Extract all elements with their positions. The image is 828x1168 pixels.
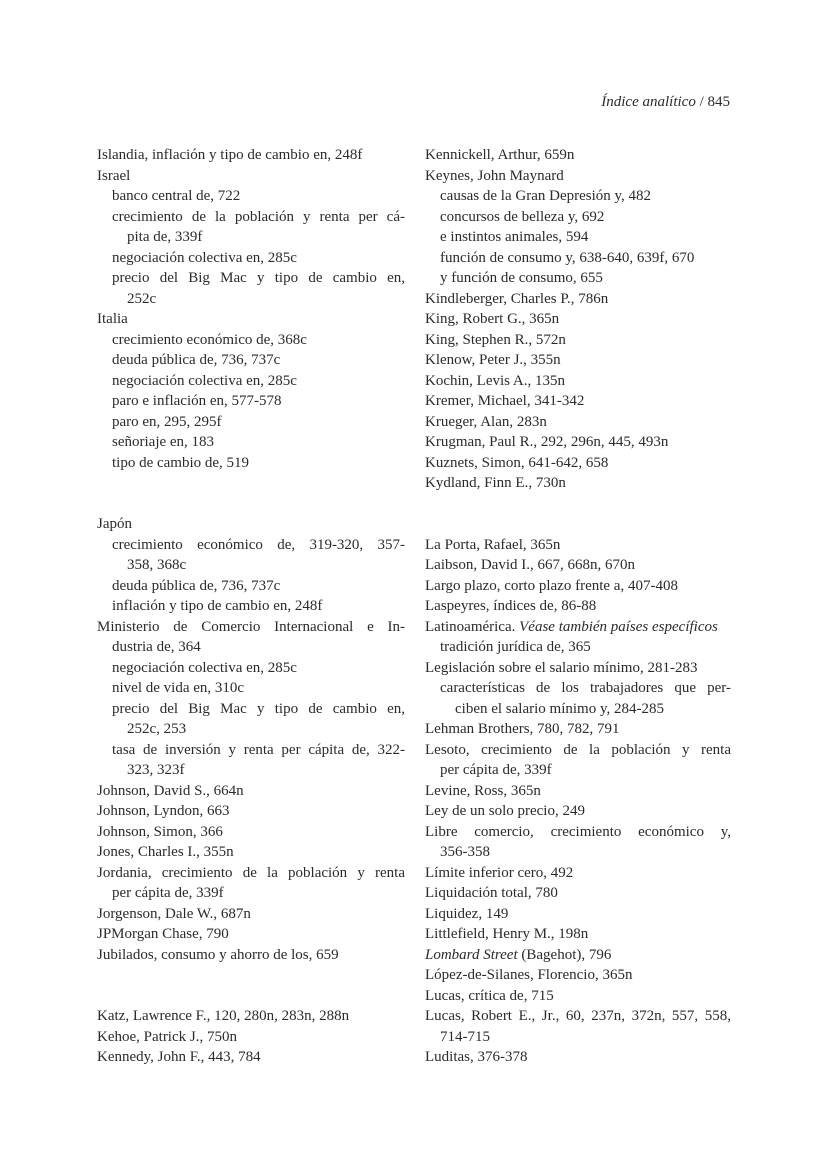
index-entry — [425, 596, 731, 617]
text: Latinoamérica. — [425, 618, 520, 635]
index-entry — [425, 965, 731, 986]
index-entry — [425, 863, 731, 884]
index-line — [425, 617, 731, 638]
index-entry — [97, 166, 405, 187]
index-line: negociación colectiva en, 285c — [112, 372, 297, 389]
running-head-section: Índice analítico — [601, 94, 696, 110]
index-entry — [425, 924, 731, 945]
section-gap — [97, 473, 405, 514]
index-entry — [425, 289, 731, 310]
index-subentry — [97, 699, 405, 740]
index-line: La Porta, Rafael, 365n — [425, 536, 561, 553]
index-entry — [425, 781, 731, 802]
index-line: deuda pública de, 736, 737c — [112, 352, 281, 368]
index-subentry — [97, 596, 405, 617]
index-line: López-de-Silanes, Florencio, 365n — [425, 967, 633, 983]
index-line: Liquidez, 149 — [425, 905, 509, 922]
index-line: Jorgenson, Dale W., 687n — [97, 905, 251, 922]
index-entry — [425, 986, 731, 1007]
index-line: Límite inferior cero, 492 — [425, 864, 574, 881]
index-entry — [97, 617, 405, 658]
index-line: crecimiento de la población y renta per cá- — [112, 208, 405, 225]
index-line: Largo plazo, corto plazo frente a, 407-408 — [425, 577, 678, 594]
index-line: negociación colectiva en, 285c — [112, 659, 297, 676]
index-subentry — [97, 248, 405, 269]
index-line: e instintos animales, 594 — [440, 229, 589, 245]
index-line: Johnson, David S., 664n — [97, 782, 244, 799]
index-entry — [425, 350, 731, 371]
index-line: 358, 368c — [127, 557, 187, 573]
index-line: Levine, Ross, 365n — [425, 782, 541, 799]
index-entry — [97, 842, 405, 863]
index-entry — [425, 555, 731, 576]
index-line: Johnson, Simon, 366 — [97, 823, 223, 840]
index-entry — [425, 330, 731, 351]
page-number: 845 — [707, 94, 730, 110]
index-line: crecimiento económico de, 368c — [112, 331, 307, 348]
index-line: Lucas, Robert E., Jr., 60, 237n, 372n, 557, 558, — [425, 1008, 731, 1024]
index-entry — [97, 1047, 405, 1068]
index-entry — [97, 863, 405, 904]
index-line: Kremer, Michael, 341-342 — [425, 393, 585, 409]
index-entry — [425, 166, 731, 187]
index-entry — [97, 145, 405, 166]
italic-text: Véase también países específicos — [519, 618, 718, 635]
index-line: Krugman, Paul R., 292, 296n, 445, 493n — [425, 434, 669, 450]
index-line: 252c — [127, 290, 157, 307]
index-line: King, Robert G., 365n — [425, 311, 560, 327]
index-line: Islandia, inflación y tipo de cambio en, 248f — [97, 147, 363, 163]
index-line: Luditas, 376-378 — [425, 1049, 528, 1065]
index-entry — [425, 371, 731, 392]
index-line: Liquidación total, 780 — [425, 885, 558, 901]
index-line: Lesoto, crecimiento de la población y renta — [425, 741, 731, 758]
index-line: Keynes, John Maynard — [425, 167, 564, 184]
index-subentry — [97, 186, 405, 207]
index-line: tipo de cambio de, 519 — [112, 454, 250, 471]
index-line: negociación colectiva en, 285c — [112, 249, 297, 266]
index-entry — [425, 145, 731, 166]
index-line: Kennickell, Arthur, 659n — [425, 147, 575, 163]
index-line: JPMorgan Chase, 790 — [97, 926, 229, 942]
index-entry — [425, 801, 731, 822]
index-entry — [425, 617, 731, 638]
index-line: función de consumo y, 638-640, 639f, 670 — [440, 249, 695, 266]
index-subentry — [97, 391, 405, 412]
index-line — [425, 945, 731, 966]
index-line: concursos de belleza y, 692 — [440, 208, 605, 225]
index-line: Johnson, Lyndon, 663 — [97, 803, 230, 819]
index-entry — [425, 391, 731, 412]
index-line: Libre comercio, crecimiento económico y, — [425, 823, 731, 840]
index-line: Ministerio de Comercio Internacional e In- — [97, 618, 405, 635]
index-subentry — [97, 658, 405, 679]
index-entry — [425, 1006, 731, 1047]
index-entry — [425, 822, 731, 863]
index-entry — [97, 945, 405, 966]
index-subentry — [425, 268, 731, 289]
index-entry — [425, 945, 731, 966]
index-entry — [425, 453, 731, 474]
index-line: Italia — [97, 311, 128, 327]
index-line: Kuznets, Simon, 641-642, 658 — [425, 454, 609, 471]
index-line: deuda pública de, 736, 737c — [112, 577, 281, 594]
index-line: per cápita de, 339f — [112, 885, 224, 901]
index-line: Jones, Charles I., 355n — [97, 844, 234, 860]
index-entry — [97, 904, 405, 925]
index-entry — [425, 883, 731, 904]
index-line: pita de, 339f — [127, 229, 203, 245]
index-column-left — [97, 145, 405, 1068]
index-entry — [97, 1006, 405, 1027]
index-entry — [97, 781, 405, 802]
index-line: paro en, 295, 295f — [112, 413, 222, 430]
index-subentry — [97, 207, 405, 248]
index-line: 714-715 — [440, 1028, 490, 1045]
running-head — [601, 94, 730, 111]
index-subentry — [97, 740, 405, 781]
index-line: Kehoe, Patrick J., 750n — [97, 1028, 237, 1045]
index-subentry — [97, 535, 405, 576]
index-line: Legislación sobre el salario mínimo, 281-283 — [425, 659, 698, 676]
italic-text: Lombard Street — [425, 946, 518, 963]
index-line: 252c, 253 — [127, 721, 187, 737]
index-line: Jubilados, consumo y ahorro de los, 659 — [97, 946, 339, 963]
index-entry — [97, 309, 405, 330]
index-subentry — [97, 268, 405, 309]
index-line: inflación y tipo de cambio en, 248f — [112, 598, 323, 614]
index-line: 323, 323f — [127, 762, 185, 778]
index-line: Kydland, Finn E., 730n — [425, 475, 566, 491]
index-entry — [425, 1047, 731, 1068]
index-entry — [425, 740, 731, 781]
index-line: King, Stephen R., 572n — [425, 331, 566, 348]
index-line: Kennedy, John F., 443, 784 — [97, 1049, 261, 1065]
index-entry — [425, 473, 731, 494]
index-subentry — [97, 330, 405, 351]
index-subentry — [97, 371, 405, 392]
index-line: per cápita de, 339f — [440, 762, 552, 778]
index-subentry — [425, 248, 731, 269]
index-subentry — [97, 412, 405, 433]
index-entry — [97, 924, 405, 945]
index-line: Laspeyres, índices de, 86-88 — [425, 598, 597, 614]
index-line: Ley de un solo precio, 249 — [425, 803, 585, 819]
index-entry — [425, 719, 731, 740]
index-subentry — [97, 678, 405, 699]
index-entry — [97, 801, 405, 822]
index-line: banco central de, 722 — [112, 188, 241, 204]
running-head-separator: / — [695, 94, 708, 110]
index-line: causas de la Gran Depresión y, 482 — [440, 188, 652, 204]
index-subentry — [97, 350, 405, 371]
index-line: Lucas, crítica de, 715 — [425, 987, 554, 1004]
index-entry — [425, 432, 731, 453]
index-line: Lehman Brothers, 780, 782, 791 — [425, 721, 620, 737]
section-gap — [425, 494, 731, 535]
index-entry — [425, 309, 731, 330]
index-entry — [425, 535, 731, 556]
index-line: Krueger, Alan, 283n — [425, 413, 547, 430]
index-line: Kindleberger, Charles P., 786n — [425, 290, 609, 307]
index-line: características de los trabajadores que per- — [440, 680, 731, 696]
index-subentry — [425, 186, 731, 207]
index-entry — [97, 1027, 405, 1048]
index-entry — [425, 412, 731, 433]
index-line: Japón — [97, 516, 132, 532]
index-subentry — [425, 678, 731, 719]
index-line: nivel de vida en, 310c — [112, 680, 245, 696]
index-entry — [425, 904, 731, 925]
index-line: crecimiento económico de, 319-320, 357- — [112, 536, 405, 553]
index-line: señoriaje en, 183 — [112, 434, 215, 450]
index-line: precio del Big Mac y tipo de cambio en, — [112, 700, 405, 717]
index-subentry — [97, 432, 405, 453]
index-line: tasa de inversión y renta per cápita de, 322- — [112, 741, 405, 758]
index-subentry — [97, 576, 405, 597]
index-line: tradición jurídica de, 365 — [440, 639, 591, 655]
index-line: precio del Big Mac y tipo de cambio en, — [112, 270, 405, 286]
index-entry — [97, 822, 405, 843]
index-line: Kochin, Levis A., 135n — [425, 372, 565, 389]
index-subentry — [97, 453, 405, 474]
index-line: dustria de, 364 — [112, 639, 201, 655]
index-subentry — [425, 227, 731, 248]
index-subentry — [425, 637, 731, 658]
index-line: Jordania, crecimiento de la población y renta — [97, 864, 405, 881]
index-entry — [97, 514, 405, 535]
index-line: ciben el salario mínimo y, 284-285 — [455, 700, 664, 717]
index-subentry — [425, 207, 731, 228]
index-line: Littlefield, Henry M., 198n — [425, 926, 589, 942]
index-line: Israel — [97, 167, 131, 184]
text: (Bagehot), 796 — [517, 946, 612, 963]
index-entry — [425, 658, 731, 679]
index-column-right — [425, 145, 731, 1068]
index-line: Katz, Lawrence F., 120, 280n, 283n, 288n — [97, 1008, 350, 1024]
index-line: Klenow, Peter J., 355n — [425, 352, 561, 368]
index-line: paro e inflación en, 577-578 — [112, 393, 282, 409]
index-line: Laibson, David I., 667, 668n, 670n — [425, 557, 635, 573]
section-gap — [97, 965, 405, 1006]
index-entry — [425, 576, 731, 597]
index-line: 356-358 — [440, 844, 490, 860]
index-line: y función de consumo, 655 — [440, 270, 603, 286]
